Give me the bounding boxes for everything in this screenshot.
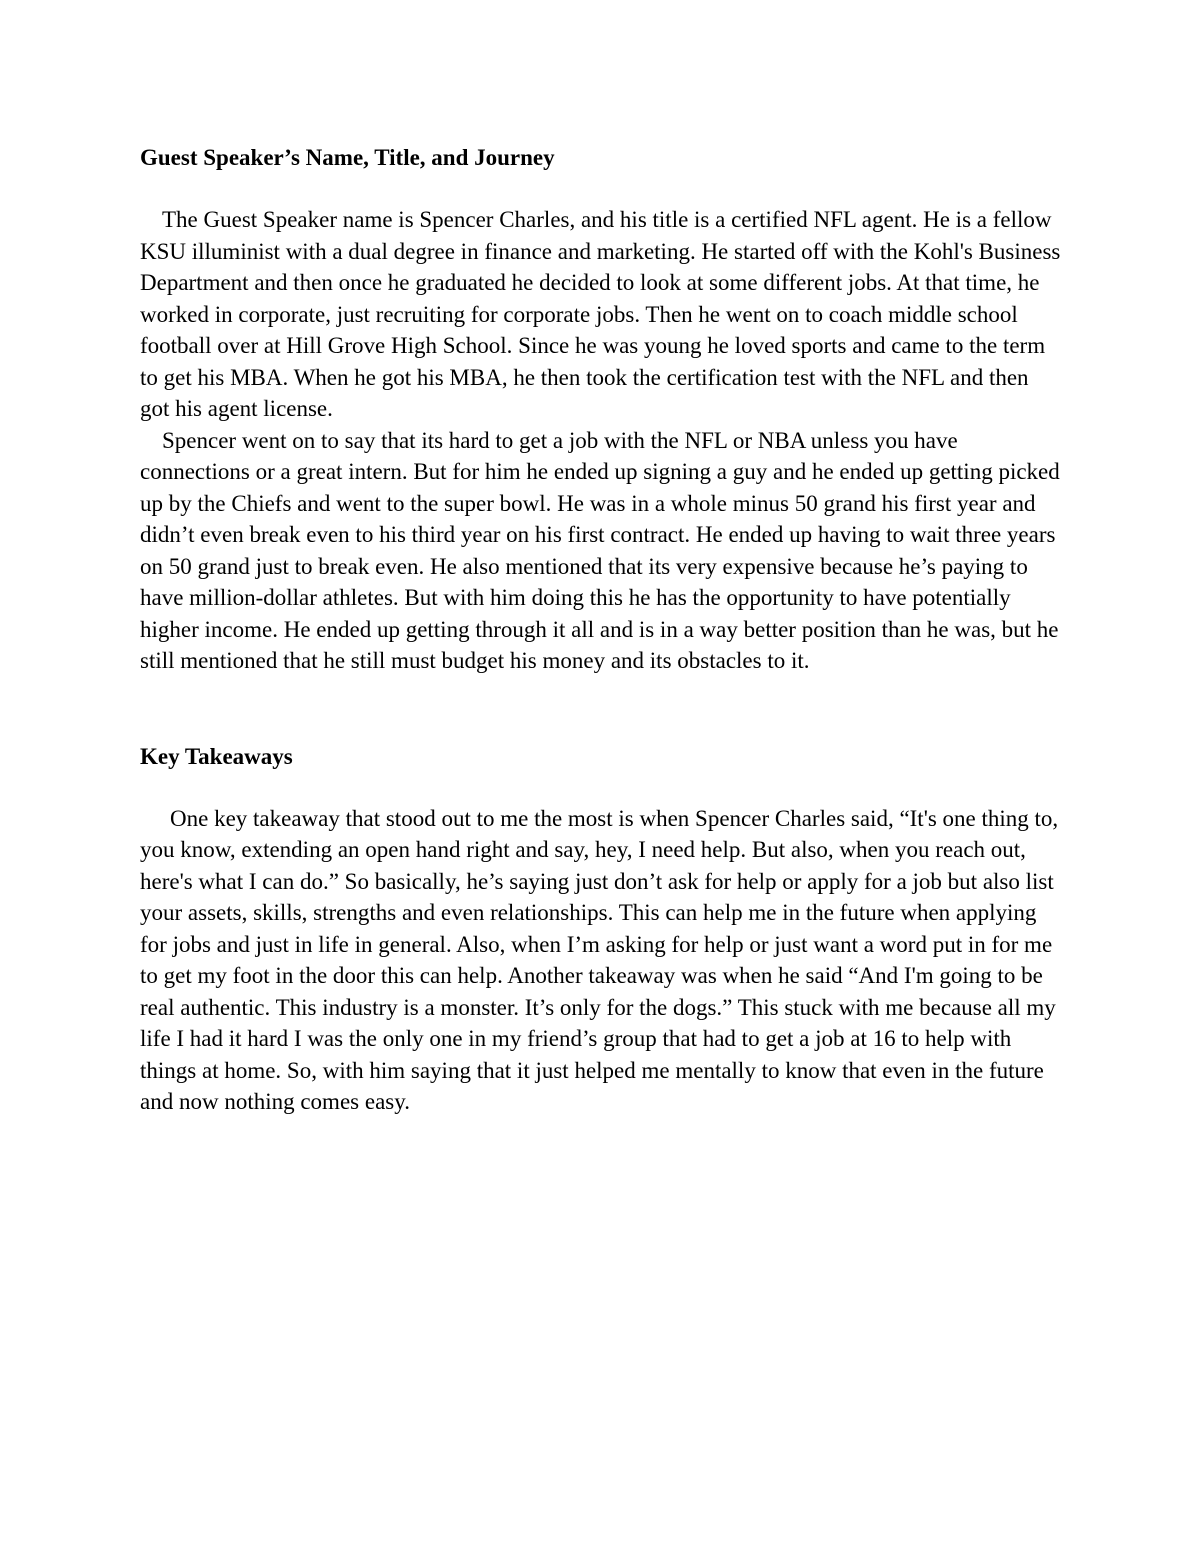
document-body — [140, 142, 1062, 1118]
paragraph-speaker-career: Spencer went on to say that its hard to get a job with the NFL or NBA unless you have connections or a great intern. But for him he ended up signing a guy and he ended up getting picked up by the Chiefs and went to the super bowl. He was in a whole minus 50 grand his first year and didn’t even break even to his third year on his first contract. He ended up having to wait three years on 50 grand just to break even. He also mentioned that its very expensive because he’s paying to have million-dollar athletes. But with him doing this he has the opportunity to have potentially higher income. He ended up getting through it all and is in a way better position than he was, but he still mentioned that he still must budget his money and its obstacles to it. — [140, 427, 1060, 673]
section-heading-key-takeaways: Key Takeaways — [140, 743, 293, 769]
paragraph-key-takeaways: One key takeaway that stood out to me the most is when Spencer Charles said, “It's one thing to, you know, extending an open hand right and say, hey, I need help. But also, when you reach out, here's what I can do.” So basically, he’s saying just don’t ask for help or apply for a job but also list your assets, skills, strengths and even relationships. This can help me in the future when applying for jobs and just in life in general. Also, when I’m asking for help or just want a word put in for me to get my foot in the door this can help. Another takeaway was when he said “And I'm going to be real authentic. This industry is a monster. It’s only for the dogs.” This stuck with me because all my life I had it hard I was the only one in my friend’s group that had to get a job at 16 to help with things at home. So, with him saying that it just helped me mentally to know that even in the future and now nothing comes easy. — [140, 805, 1059, 1114]
section-heading-guest-speaker: Guest Speaker’s Name, Title, and Journey — [140, 145, 555, 170]
paragraph-speaker-background: The Guest Speaker name is Spencer Charles, and his title is a certified NFL agent. He is a fellow KSU illuminist with a dual degree in finance and marketing. He started off with the Kohl's Business Department and then once he graduated he decided to look at some different jobs. At that time, he worked in corporate, just recruiting for corporate jobs. Then he went on to coach middle school football over at Hill Grove High School. Since he was young he loved sports and came to the term to get his MBA. When he got his MBA, he then took the certification test with the NFL and then got his agent license. — [140, 207, 1061, 421]
